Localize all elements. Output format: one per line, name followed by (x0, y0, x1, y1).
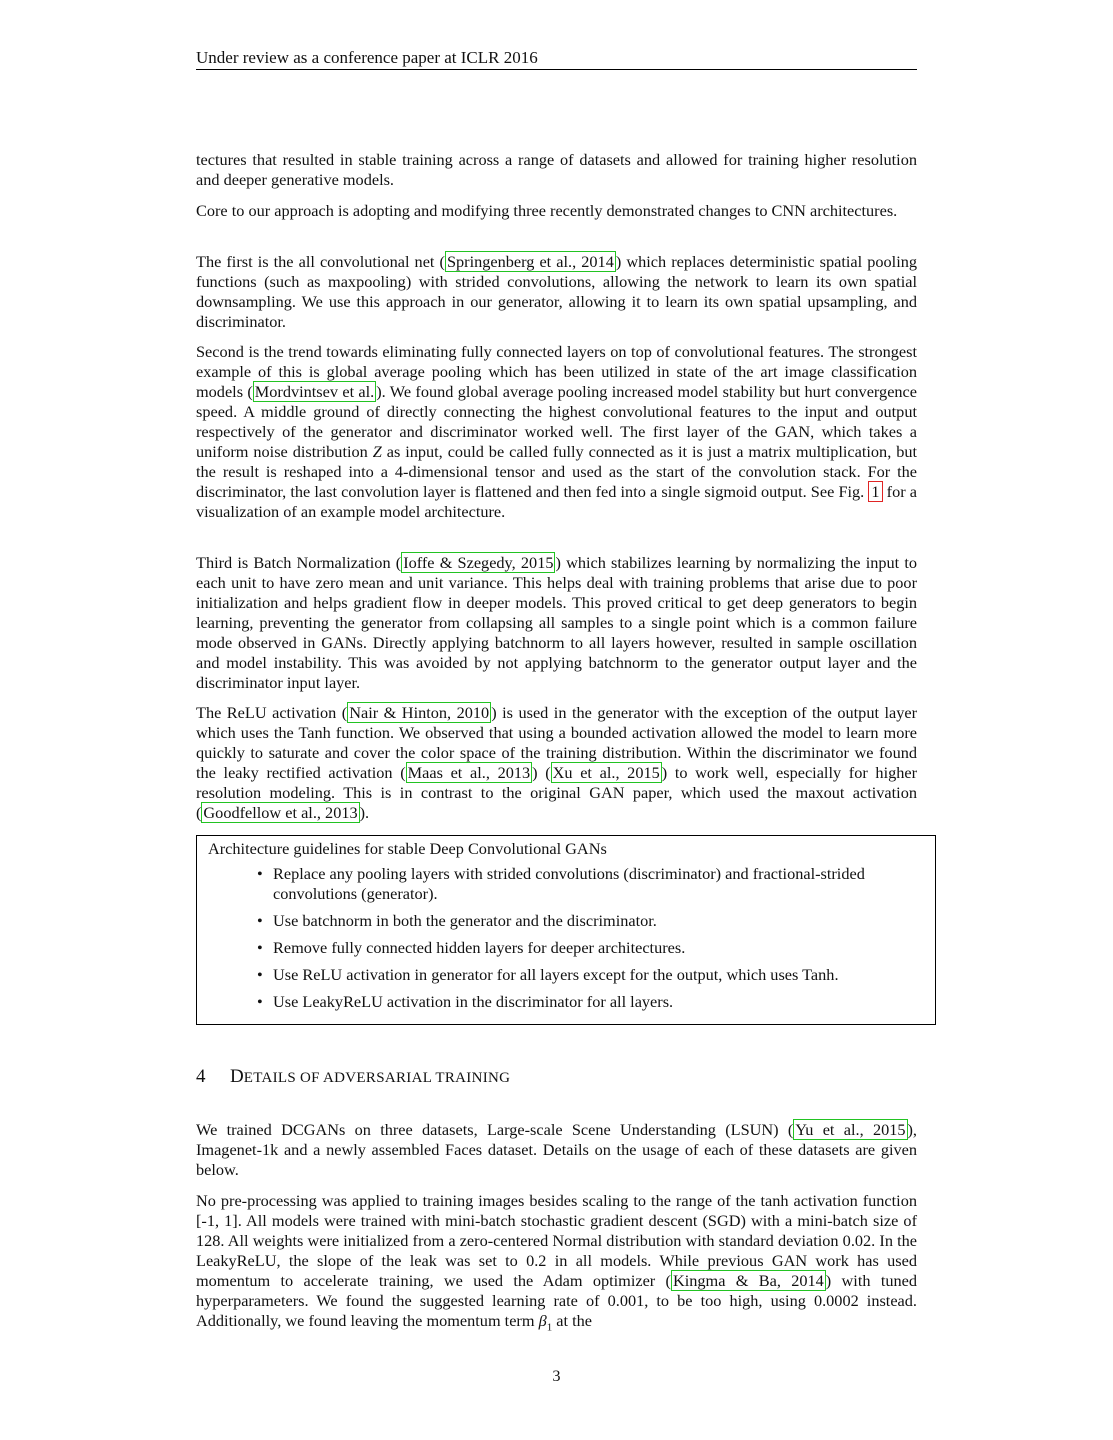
paragraph-8: No pre-processing was applied to training images besides scaling to the range of the tanh activation function [-1, 1]. All models were trained with mini-batch stochastic gradient descent (SGD) with a mini-batch size of 128. All weights were initialized from a zero-centered Normal distribution with standard deviation 0.02. In the LeakyReLU, the slope of the leak was set to 0.2 in all models. While previous GAN work has used momentum to accelerate training, we used the Adam optimizer ( Kingma & Ba, 2014 ) with tuned hyperparameters. We found the suggested learning rate of 0.001, to be too high, using 0.0002 instead. Additionally, we found leaving the momentum term $\beta_1$ at the (196, 1191, 917, 1334)
citation-maas[interactable]: Maas et al., 2013 (407, 763, 531, 782)
bullet-icon: • (257, 864, 263, 883)
paragraph-1: tectures that resulted in stable training across a range of datasets and allowed for training higher resolution and deeper generative models. (196, 150, 917, 189)
bullet-icon: • (257, 965, 263, 984)
figure-ref-1[interactable]: 1 (868, 481, 882, 502)
math-z: Z (372, 442, 382, 461)
section-number: 4 (196, 1066, 206, 1087)
guidelines-box (196, 835, 936, 1025)
guidelines-title: Architecture guidelines for stable Deep Convolutional GANs (208, 839, 607, 858)
list-item: • Use batchnorm in both the generator and the discriminator. (257, 911, 657, 930)
bullet-icon: • (257, 992, 263, 1011)
math-beta-subscript: 1 (546, 1321, 553, 1334)
citation-yu[interactable]: Yu et al., 2015 (795, 1120, 906, 1139)
page-number: 3 (552, 1366, 561, 1385)
bullet-icon: • (257, 911, 263, 930)
paragraph-2: Core to our approach is adopting and modifying three recently demonstrated changes to CNN architectures. (196, 201, 898, 220)
paragraph-7: We trained DCGANs on three datasets, Large-scale Scene Understanding (LSUN) ( Yu et al., 2015 ), Imagenet-1k and a newly assembled Faces dataset. Details on the usage of each of these datasets are given below. (196, 1120, 917, 1179)
list-item: • Remove fully connected hidden layers for deeper architectures. (257, 938, 686, 957)
citation-nair[interactable]: Nair & Hinton, 2010 (349, 703, 490, 722)
paragraph-6: The ReLU activation ( Nair & Hinton, 2010 ) is used in the generator with the exception of the output layer which uses the Tanh function. We observed that using a bounded activation allowed the model to learn more quickly to saturate and cover the color space of the training distribution. Within the discriminator we found the leaky rectified activation ( Maas et al., 2013 ) ( Xu et al., 2015 ) to work well, especially for higher resolution modeling. This is in contrast to the original GAN paper, which used the maxout activation ( Goodfellow et al., 2013 ). (196, 703, 918, 822)
citation-kingma[interactable]: Kingma & Ba, 2014 (672, 1271, 824, 1290)
citation-springenberg[interactable]: Springenberg et al., 2014 (446, 252, 614, 271)
citation-goodfellow[interactable]: Goodfellow et al., 2013 (203, 803, 358, 822)
guidelines-list (257, 864, 927, 1019)
list-item: • Use ReLU activation in generator for all layers except for the output, which uses Tanh. (257, 965, 839, 984)
paragraph-4: Second is the trend towards eliminating fully connected layers on top of convolutional features. The strongest example of this is global average pooling which has been utilized in state of the art image classification models ( Mordvintsev et al. ). We found global average pooling increased model stability but hurt convergence speed. A middle ground of directly connecting the highest convolutional features to the input and output respectively of the generator and discriminator worked well. The first layer of the GAN, which takes a uniform noise distribution Z as input, could be called fully connected as it is just a matrix multiplication, but the result is reshaped into a 4-dimensional tensor and used as the start of the convolution stack. For the discriminator, the last convolution layer is flattened and then fed into a single sigmoid output. See Fig. 1 for a visualization of an example model architecture. (196, 342, 918, 521)
math-beta: β (538, 1311, 547, 1330)
section-title: DETAILS OF ADVERSARIAL TRAINING (230, 1066, 511, 1087)
list-item: • Replace any pooling layers with strided convolutions (discriminator) and fractional-strided convolutions (generator). (257, 864, 865, 903)
paragraph-5: Third is Batch Normalization ( Ioffe & Szegedy, 2015 ) which stabilizes learning by normalizing the input to each unit to have zero mean and unit variance. This helps deal with training problems that arise due to poor initialization and helps gradient flow in deeper models. This proved critical to get deep generators to begin learning, preventing the generator from collapsing all samples to a single point which is a common failure mode observed in GANs. Directly applying batchnorm to all layers however, resulted in sample oscillation and model instability. This was avoided by not applying batchnorm to the generator output layer and the discriminator input layer. (196, 553, 918, 692)
bullet-icon: • (257, 938, 263, 957)
citation-mordvintsev[interactable]: Mordvintsev et al. (254, 382, 375, 401)
citation-ioffe[interactable]: Ioffe & Szegedy, 2015 (403, 553, 554, 572)
citation-xu[interactable]: Xu et al., 2015 (552, 763, 660, 782)
running-header: Under review as a conference paper at ICLR 2016 (196, 48, 917, 70)
paragraph-3: The first is the all convolutional net ( Springenberg et al., 2014 ) which replaces deterministic spatial pooling functions (such as maxpooling) with strided convolutions, allowing the network to learn its own spatial downsampling. We use this approach in our generator, allowing it to learn its own spatial upsampling, and discriminator. (196, 252, 918, 331)
section-heading (196, 1066, 510, 1089)
list-item: • Use LeakyReLU activation in the discriminator for all layers. (257, 992, 674, 1011)
